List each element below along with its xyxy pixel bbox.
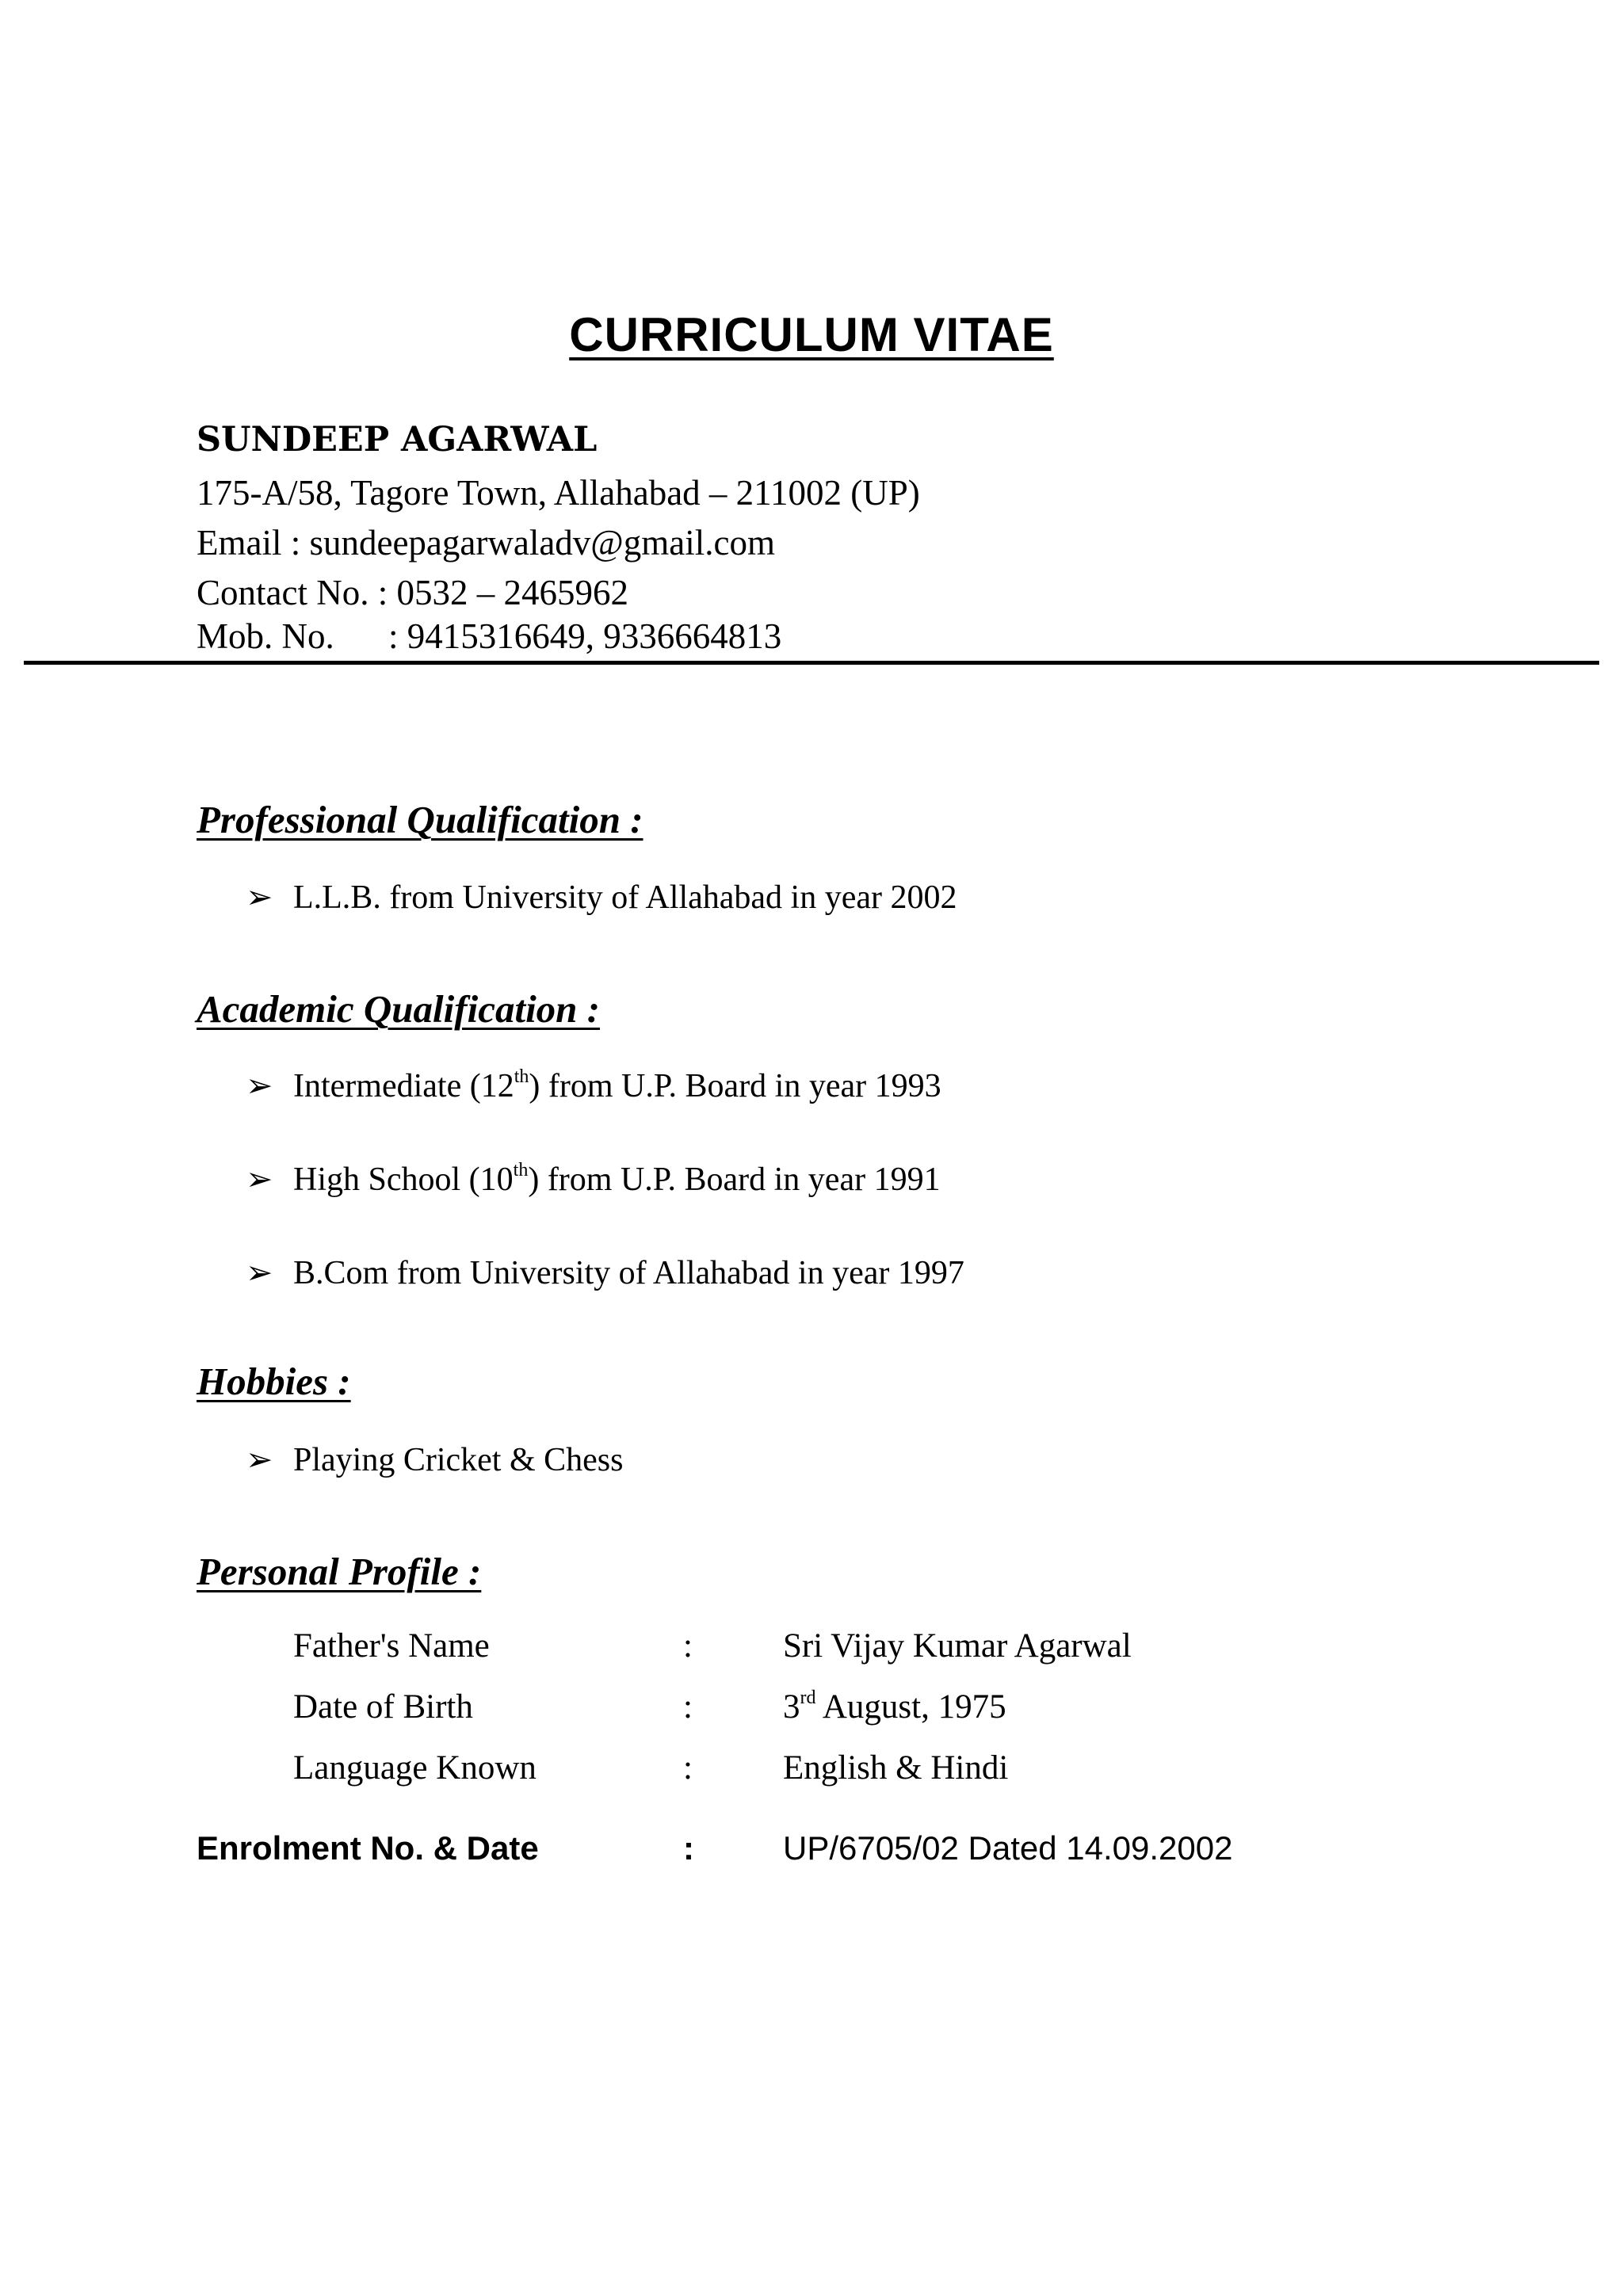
profile-value-dob: 3rd August, 1975	[783, 1688, 1006, 1726]
profile-value-language: English & Hindi	[783, 1749, 1009, 1787]
mobile-value: : 9415316649, 9336664813	[388, 616, 782, 656]
profile-label-language: Language Known	[293, 1749, 537, 1787]
bullet-arrow-icon: ➢	[246, 878, 273, 916]
personal-heading: Personal Profile :	[197, 1550, 482, 1593]
professional-item: L.L.B. from University of Allahabad in year 2002	[293, 879, 957, 916]
bullet-arrow-icon: ➢	[246, 1160, 273, 1198]
hobby-item: Playing Cricket & Chess	[293, 1442, 624, 1478]
profile-colon: :	[683, 1627, 693, 1665]
bullet-arrow-icon: ➢	[246, 1253, 273, 1291]
bullet-arrow-icon: ➢	[246, 1066, 273, 1104]
profile-label-dob: Date of Birth	[293, 1688, 473, 1726]
profile-value-father: Sri Vijay Kumar Agarwal	[783, 1627, 1132, 1665]
address-line: 175-A/58, Tagore Town, Allahabad – 211002 (UP)	[197, 473, 920, 513]
document-title: CURRICULUM VITAE	[569, 308, 1054, 361]
header-divider	[24, 661, 1599, 665]
email-line: Email : sundeepagarwaladv@gmail.com	[197, 523, 775, 563]
professional-heading: Professional Qualification :	[197, 798, 643, 841]
enrolment-label: Enrolment No. & Date	[197, 1829, 539, 1867]
academic-item: B.Com from University of Allahabad in year 1997	[293, 1255, 964, 1291]
bullet-arrow-icon: ➢	[246, 1440, 273, 1478]
academic-item: High School (10th) from U.P. Board in year 1991	[293, 1160, 941, 1198]
academic-item: Intermediate (12th) from U.P. Board in year 1993	[293, 1066, 941, 1104]
profile-label-father: Father's Name	[293, 1627, 490, 1665]
enrolment-colon: :	[683, 1829, 694, 1867]
mobile-label: Mob. No.	[197, 616, 334, 656]
profile-colon: :	[683, 1749, 693, 1787]
contact-line: Contact No. : 0532 – 2465962	[197, 573, 628, 612]
hobbies-heading: Hobbies :	[197, 1360, 351, 1403]
enrolment-value: UP/6705/02 Dated 14.09.2002	[783, 1829, 1233, 1867]
candidate-name: SUNDEEP AGARWAL	[197, 420, 598, 460]
academic-heading: Academic Qualification :	[197, 987, 600, 1031]
profile-colon: :	[683, 1688, 693, 1726]
